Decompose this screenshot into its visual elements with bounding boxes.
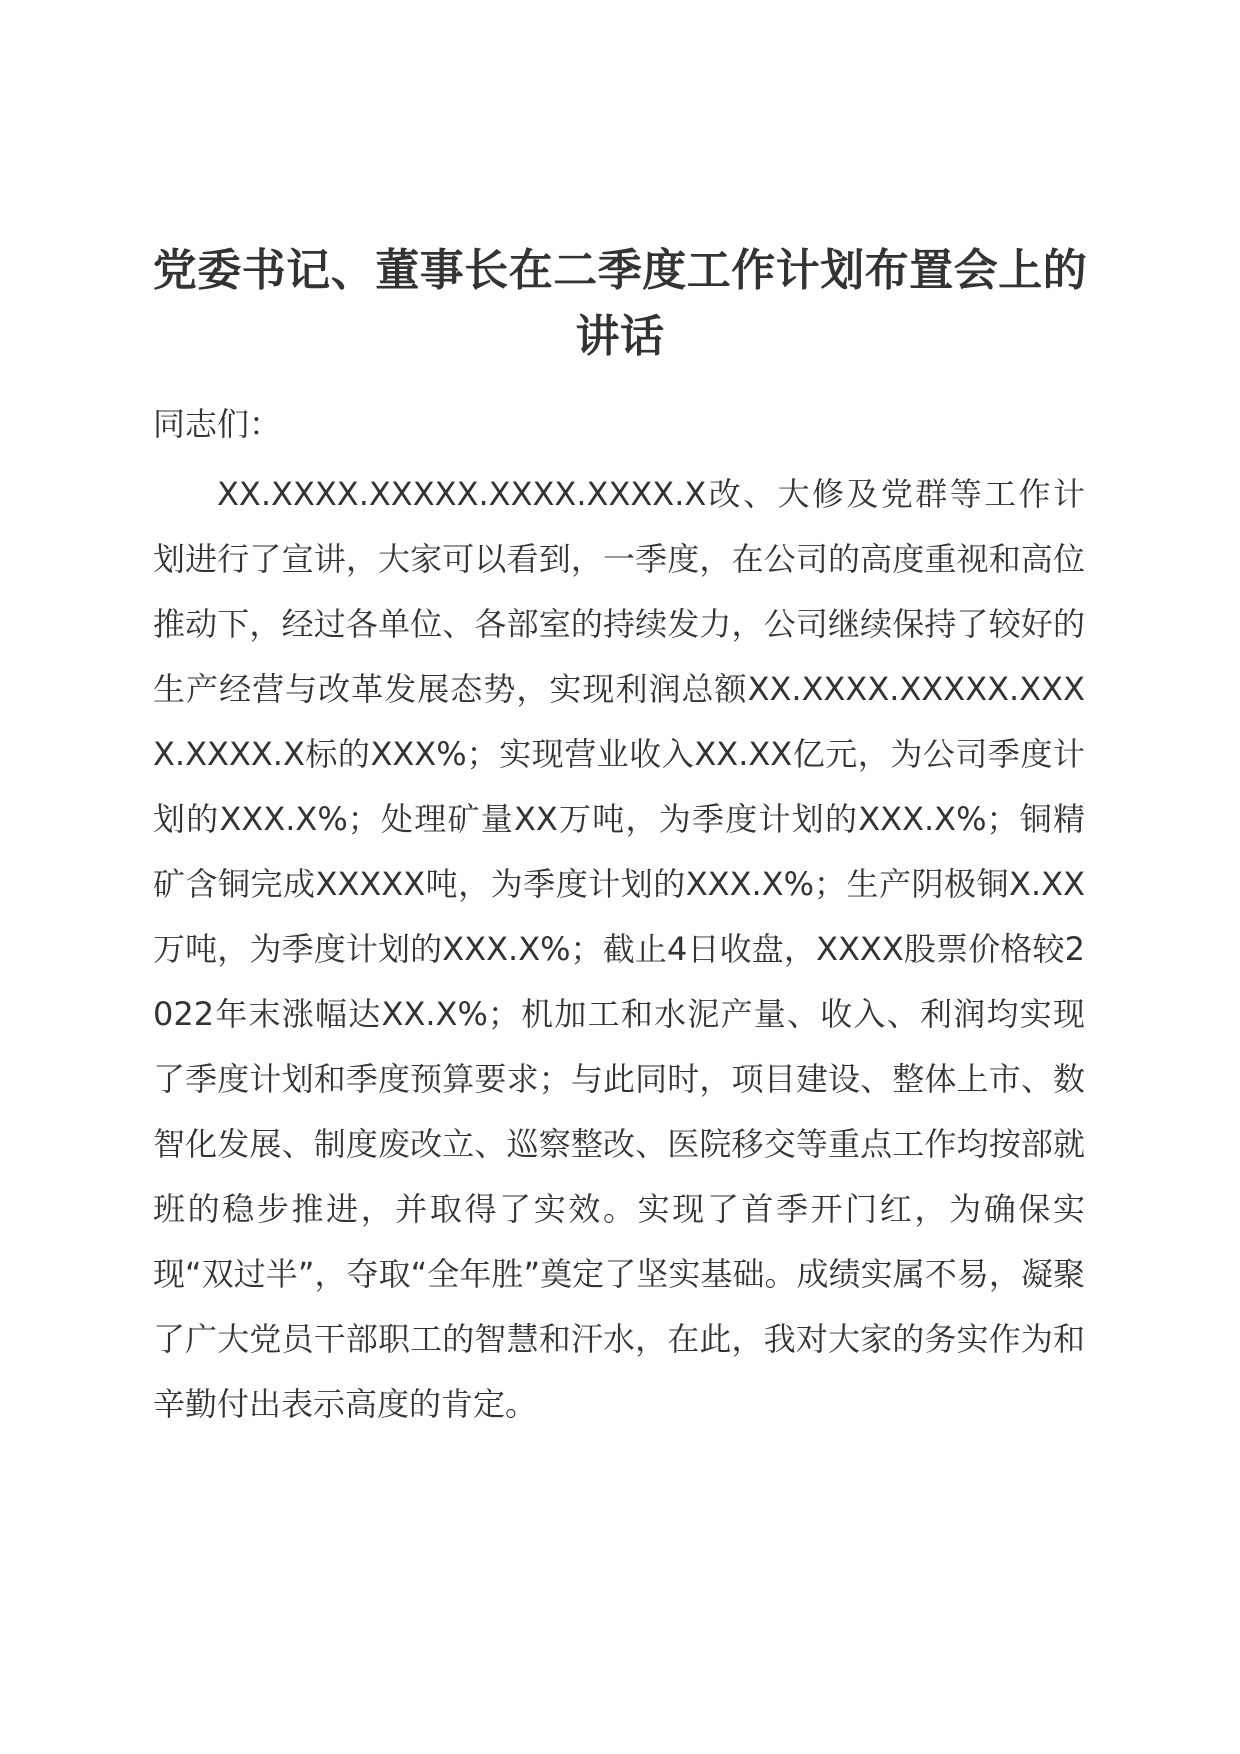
salutation: 同志们： — [153, 405, 282, 443]
document-title: 党委书记、董事长在二季度工作计划布置会上的讲话 — [152, 245, 1088, 362]
body-paragraph: XX.XXXX.XXXXX.XXXX.XXXX.X改、大修及党群等工作计划进行了宣讲，大家可以看到，一季度，在公司的高度重视和高位推动下，经过各单位、各部室的持续发力，公司继续保持了较好的生产经营与改革发展态势，实现利润总额XX.XXXX.XXXXX.XXXX.XXXX.X标的XXX%；实现营业收入XX.XX亿元，为公司季度计划的XXX.X%；处理矿量XX万吨，为季度计划的XXX.X%；铜精矿含铜完成XXXXX吨，为季度计划的XXX.X%；生产阴极铜X.XX万吨，为季度计划的XXX.X%；截止4日收盘，XXXX股票价格较2022年末涨幅达XX.X%；机加工和水泥产量、收入、利润均实现了季度计划和季度预算要求；与此同时，项目建设、整体上市、数智化发展、制度废改立、巡察整改、医院移交等重点工作均按部就班的稳步推进，并取得了实效。实现了首季开门红，为确保实现“双过半”，夺取“全年胜”奠定了坚实基础。成绩实属不易，凝聚了广大党员干部职工的智慧和汗水，在此，我对大家的务实作为和辛勤付出表示高度的肯定。 — [153, 475, 1085, 1423]
